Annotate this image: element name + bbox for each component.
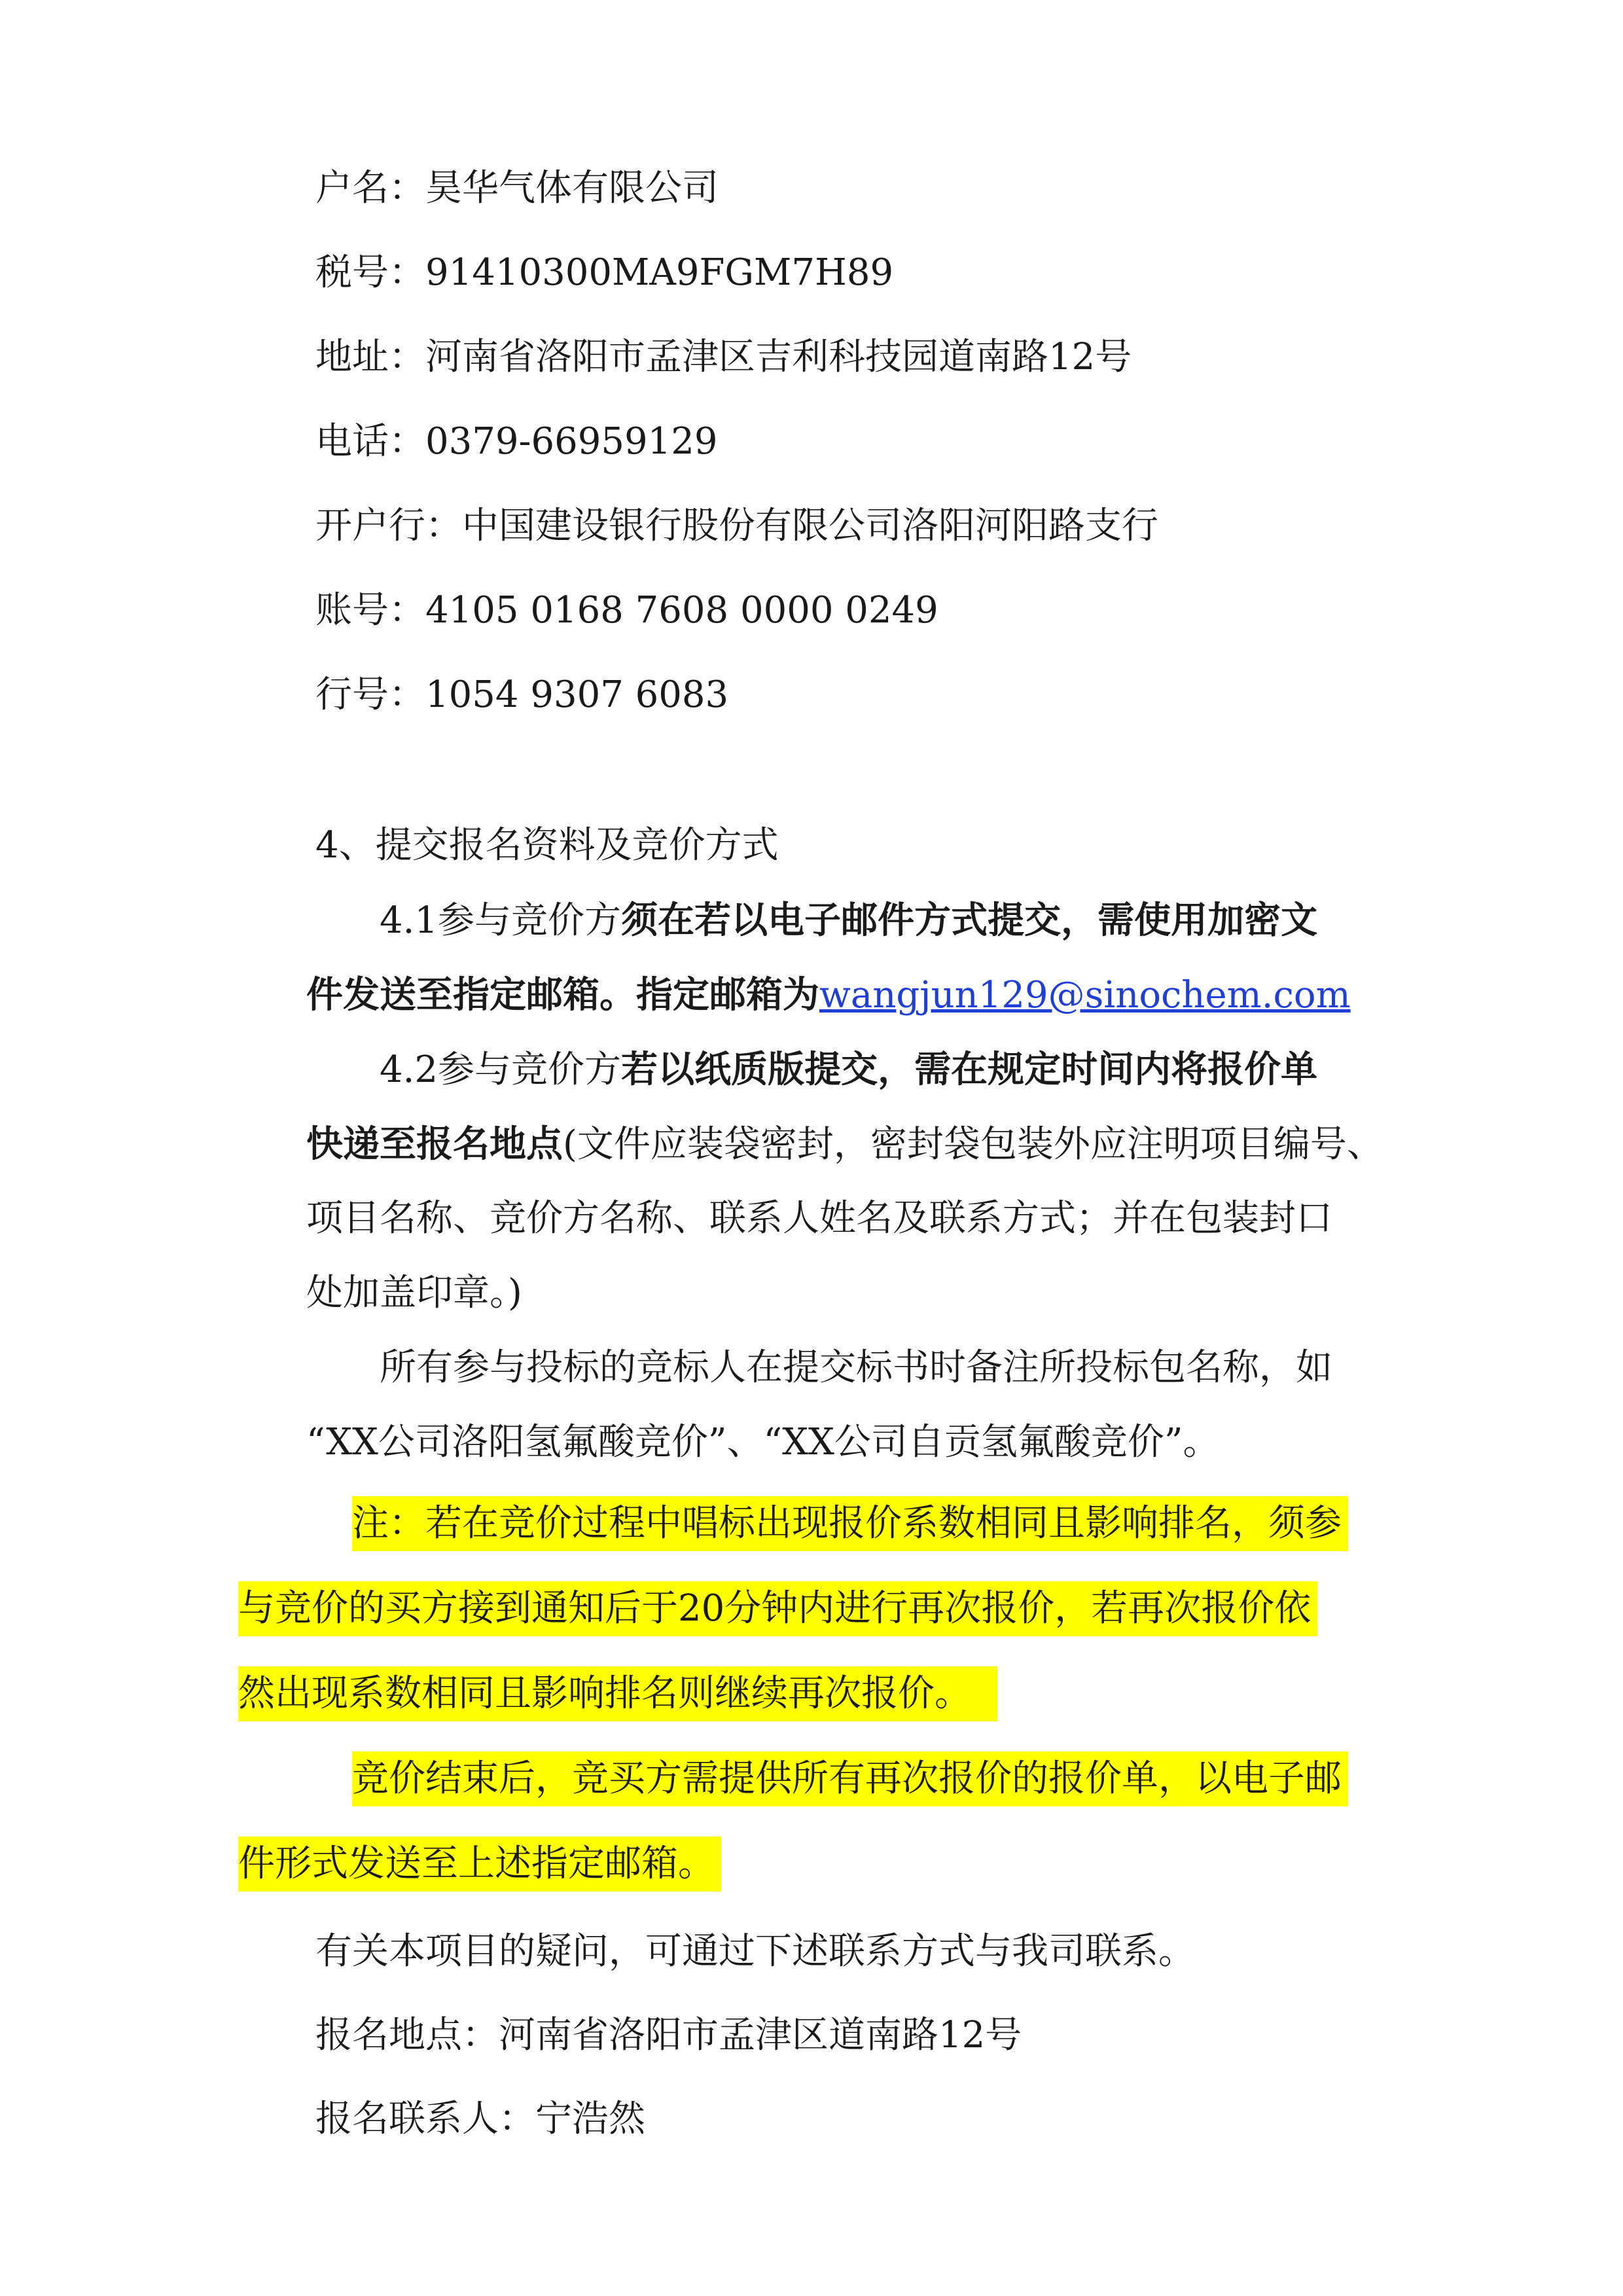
- tie-note-line-3: 然出现系数相同且影响排名则继续再次报价。: [238, 1666, 997, 1721]
- paragraph-4-2-bold-2: 快递至报名地点: [306, 1122, 563, 1166]
- email-link[interactable]: wangjun129@sinochem.com: [819, 974, 1351, 1016]
- registration-contact: 报名联系人：宁浩然: [315, 2098, 645, 2140]
- paragraph-4-2-line-1: [380, 1042, 1317, 1098]
- company-address: 地址：河南省洛阳市孟津区吉利科技园道南路12号: [315, 336, 1132, 378]
- tie-note-line-1: 注：若在竞价过程中唱标出现报价系数相同且影响排名，须参: [352, 1496, 1348, 1551]
- bank-name: 开户行：中国建设银行股份有限公司洛阳河阳路支行: [315, 505, 1158, 547]
- tie-note-line-2: 与竞价的买方接到通知后于20分钟内进行再次报价，若再次报价依: [238, 1581, 1317, 1636]
- tax-id: 税号：91410300MA9FGM7H89: [315, 251, 894, 294]
- section-heading: 4、提交报名资料及竞价方式: [315, 824, 779, 867]
- bank-number: 行号：1054 9307 6083: [315, 673, 729, 716]
- package-note-line-1: 所有参与投标的竞标人在提交标书时备注所投标包名称，如: [380, 1346, 1332, 1389]
- registration-location: 报名地点：河南省洛阳市孟津区道南路12号: [315, 2014, 1022, 2056]
- paragraph-4-2-line-4: 处加盖印章。): [306, 1272, 522, 1314]
- paragraph-4-1-line-1: [380, 893, 1317, 948]
- package-note-line-2: “XX公司洛阳氢氟酸竞价”、“XX公司自贡氢氟酸竞价”。: [306, 1421, 1220, 1463]
- paragraph-4-2-line-3: 项目名称、竞价方名称、联系人姓名及联系方式；并在包装封口: [306, 1197, 1332, 1240]
- account-number: 账号：4105 0168 7608 0000 0249: [315, 589, 938, 632]
- paragraph-4-2-line-2: [306, 1117, 1383, 1172]
- contact-intro: 有关本项目的疑问，可通过下述联系方式与我司联系。: [315, 1930, 1195, 1973]
- paragraph-4-2-prefix: 4.2参与竞价方: [380, 1049, 622, 1091]
- paragraph-4-1-bold: 须在若以电子邮件方式提交，需使用加密文: [621, 899, 1318, 942]
- account-name: 户名：昊华气体有限公司: [315, 167, 719, 209]
- paragraph-4-2-rest: (文件应装袋密封，密封袋包装外应注明项目编号、: [563, 1123, 1383, 1166]
- end-note-line-1: 竞价结束后，竞买方需提供所有再次报价的报价单，以电子邮: [352, 1751, 1348, 1806]
- end-note-line-2: 件形式发送至上述指定邮箱。: [238, 1837, 721, 1892]
- company-phone: 电话：0379-66959129: [315, 420, 718, 463]
- paragraph-4-1-line-2: [306, 967, 1351, 1023]
- paragraph-4-1-prefix: 4.1参与竞价方: [380, 899, 622, 942]
- paragraph-4-1-bold-2: 件发送至指定邮箱。指定邮箱为: [306, 973, 819, 1016]
- paragraph-4-2-bold: 若以纸质版提交，需在规定时间内将报价单: [621, 1048, 1318, 1091]
